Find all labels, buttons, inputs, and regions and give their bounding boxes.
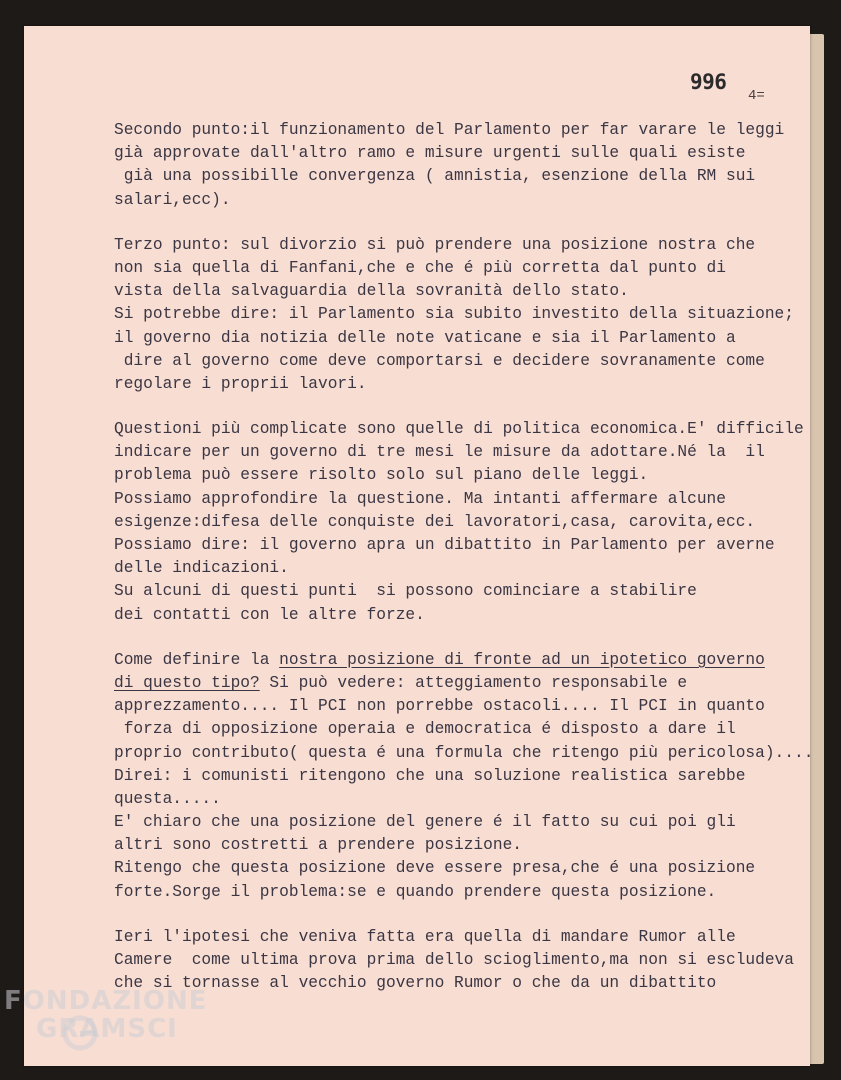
text-line: indicare per un governo di tre mesi le misure da adottare.Né la il bbox=[114, 443, 765, 462]
text-line: Possiamo dire: il governo apra un dibattito in Parlamento per averne bbox=[114, 536, 775, 554]
text-line: Su alcuni di questi punti si possono cominciare a stabilire bbox=[114, 582, 697, 601]
text-line: già una possibille convergenza ( amnistia, esenzione della RM sui bbox=[114, 167, 756, 186]
text-line: Secondo punto:il funzionamento del Parlamento per far varare le leggi bbox=[114, 121, 785, 139]
text-line: Terzo punto: sul divorzio si può prendere una posizione nostra che bbox=[114, 235, 756, 254]
text-line: Ritengo che questa posizione deve essere presa,che é una posizione bbox=[114, 859, 756, 878]
text-line: regolare i proprii lavori. bbox=[114, 374, 367, 393]
text-line-underlined bbox=[114, 672, 804, 695]
text-line: che si tornasse al vecchio governo Rumor o che da un dibattito bbox=[114, 974, 717, 993]
text-line: Ieri l'ipotesi che veniva fatta era quella di mandare Rumor alle bbox=[114, 927, 736, 946]
text-line: Possiamo approfondire la questione. Ma intanti affermare alcune bbox=[114, 489, 726, 508]
paragraph-ieri bbox=[114, 926, 804, 996]
text-line: Camere come ultima prova prima dello scioglimento,ma non si escludeva bbox=[114, 951, 794, 969]
watermark-line-2: GRAMSCI bbox=[36, 1014, 178, 1044]
text-line: salari,ecc). bbox=[114, 190, 231, 209]
text-line: forza di opposizione operaia e democratica é disposto a dare il bbox=[114, 720, 736, 739]
archive-watermark bbox=[4, 988, 207, 1042]
page-number: 996 bbox=[690, 70, 727, 94]
paragraph-secondo-punto bbox=[114, 119, 804, 212]
text-line: dei contatti con le altre forze. bbox=[114, 605, 425, 624]
text-line: Questioni più complicate sono quelle di politica economica.E' difficile bbox=[114, 420, 804, 439]
text-line: delle indicazioni. bbox=[114, 559, 289, 578]
text-line: forte.Sorge il problema:se e quando prendere questa posizione. bbox=[114, 882, 717, 901]
text-line: questa..... bbox=[114, 789, 221, 808]
text-line: già approvate dall'altro ramo e misure urgenti sulle quali esiste bbox=[114, 144, 746, 163]
text-line: esigenze:difesa delle conquiste dei lavoratori,casa, carovita,ecc. bbox=[114, 512, 756, 531]
text-line: proprio contributo( questa é una formula che ritengo più pericolosa).... bbox=[114, 743, 814, 762]
text-line: dire al governo come deve comportarsi e decidere sovranamente come bbox=[114, 351, 765, 370]
typed-text-body bbox=[114, 119, 814, 1017]
paragraph-politica-economica bbox=[114, 418, 804, 627]
watermark-line-1: FONDAZIONE bbox=[4, 986, 208, 1016]
text-line: Si potrebbe dire: il Parlamento sia subito investito della situazione; bbox=[114, 305, 794, 324]
text-line: problema può essere risolto solo sul piano delle leggi. bbox=[114, 466, 649, 485]
text-line: apprezzamento.... Il PCI non porrebbe ostacoli.... Il PCI in quanto bbox=[114, 697, 765, 716]
text-line: Direi: i comunisti ritengono che una soluzione realistica sarebbe bbox=[114, 766, 746, 785]
underlined-phrase: di questo tipo? bbox=[114, 673, 260, 692]
paragraph-posizione bbox=[114, 649, 814, 904]
sheet-number: 4= bbox=[748, 88, 765, 104]
text-line: non sia quella di Fanfani,che e che é più corretta dal punto di bbox=[114, 258, 726, 277]
text-line: altri sono costretti a prendere posizione. bbox=[114, 836, 522, 855]
text-segment: Come definire la bbox=[114, 650, 280, 669]
paragraph-terzo-punto bbox=[114, 234, 804, 396]
text-segment: Si può vedere: atteggiamento responsabile e bbox=[259, 673, 688, 692]
underlined-phrase: nostra posizione di fronte ad un ipotetico governo bbox=[279, 650, 765, 669]
text-line-underlined bbox=[114, 649, 804, 672]
text-line: E' chiaro che una posizione del genere é il fatto su cui poi gli bbox=[114, 813, 736, 832]
text-line: vista della salvaguardia della sovranità dello stato. bbox=[114, 282, 629, 301]
text-line: il governo dia notizia delle note vaticane e sia il Parlamento a bbox=[114, 328, 736, 347]
